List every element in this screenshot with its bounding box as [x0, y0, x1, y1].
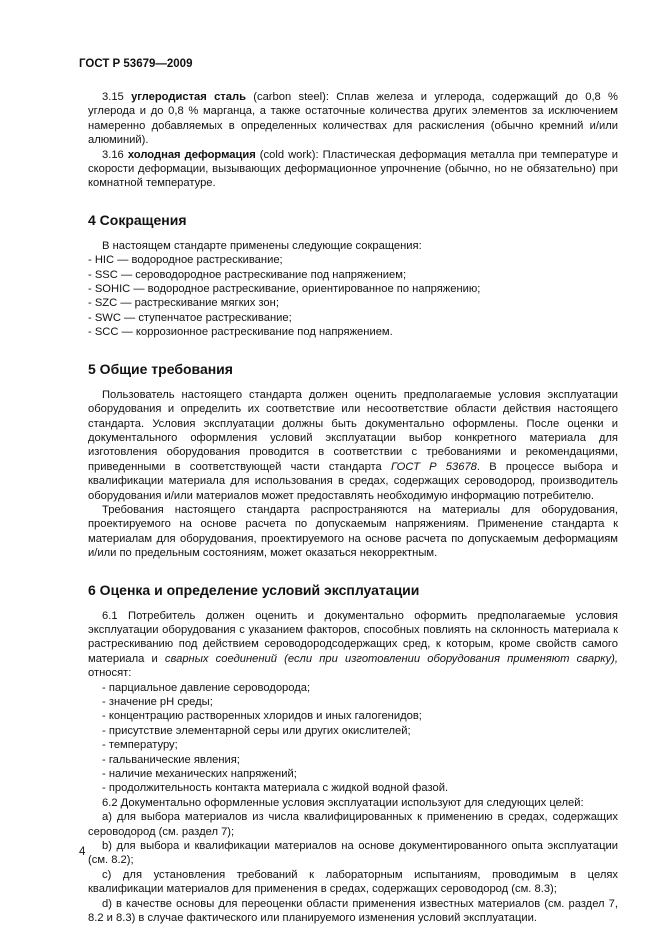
paragraph-text: 6.1 Потребитель должен оценить и документально оформить предполагаемые условия эксплуатации оборудования с указанием факторов, способных повлиять на склонность материала к растрескиванию под действием сероводородсодержащих сред, к которым, кроме свойств самого материала и: [88, 609, 618, 665]
factor-item: - присутствие элементарной серы или других окислителей;: [102, 724, 411, 737]
paragraph-text: Пользователь настоящего стандарта должен оценить предполагаемые условия эксплуатации оборудования и определить их соответствие или несоответствие области действия настоящего стандарта. Условия эксплуатации должны быть документально оформлены. После оценки и документального оформления условий эксплуатации выбор конкретного материала для изготовления оборудования проводится в соответствии с требованиями и рекомендациями, приведенными в соответствующей части стандарта: [88, 388, 618, 473]
section-5-paragraph-2: Требования настоящего стандарта распространяются на материалы для оборудования, проектируемого на основе расчета по допускаемым напряжениям. Применение стандарта к материалам для оборудования, проектируемого на основе расчета по допускаемым деформациям и/или по предельным состояниям, может оказаться некорректным.: [88, 503, 618, 560]
factor-item: - температуру;: [102, 739, 178, 752]
page-content: [88, 90, 618, 926]
abbreviation-item: - SOHIC — водородное растрескивание, ориентированное по напряжению;: [88, 283, 481, 296]
document-header: ГОСТ Р 53679—2009: [79, 58, 193, 70]
purpose-item: c) для установления требований к лабораторным испытаниям, проводимым в целях квалификации материалов для применения в средах, содержащих сероводород (см. 8.3);: [88, 868, 618, 896]
factor-item: - гальванические явления;: [102, 753, 240, 766]
abbreviation-item: - SZC — растрескивание мягких зон;: [88, 297, 279, 310]
term-name: холодная деформация: [127, 148, 256, 161]
page-number: 4: [79, 846, 86, 858]
abbreviation-item: - SCC — коррозионное растрескивание под напряжением.: [88, 326, 393, 339]
term-3-16: [88, 148, 618, 191]
section-4-heading: 4 Сокращения: [88, 211, 187, 228]
section-5-paragraph-1: [88, 388, 618, 503]
italic-text: сварных соединений (если при изготовлении оборудования применяют сварку),: [164, 652, 619, 665]
abbreviation-item: - SWC — ступенчатое растрескивание;: [88, 311, 292, 324]
abbreviation-item: - HIC — водородное растрескивание;: [88, 254, 283, 267]
term-number: 3.16: [102, 148, 124, 161]
purpose-item: d) в качестве основы для переоценки области применения известных материалов (см. раздел 7, 8.2 и 8.3) в случае фактического или планируемого изменения условий эксплуатации.: [88, 897, 618, 925]
factor-item: - продолжительность контакта материала с жидкой водной фазой.: [102, 782, 449, 795]
term-definition: : Пластическая деформация металла при температуре и скорости деформации, вызывающих деформационное упрочнение (обычно, но не обязательно) при комнатной температуре.: [88, 148, 619, 190]
paragraph-text: относят:: [88, 667, 132, 680]
factor-item: - концентрацию растворенных хлоридов и иных галогенидов;: [102, 710, 422, 723]
term-3-15: [88, 90, 618, 148]
section-5-heading: 5 Общие требования: [88, 360, 233, 377]
clause-6-1: [88, 609, 618, 681]
factor-item: - наличие механических напряжений;: [102, 768, 297, 781]
section-6-heading: 6 Оценка и определение условий эксплуатации: [88, 581, 420, 598]
factor-item: - парциальное давление сероводорода;: [102, 681, 311, 694]
term-english: (cold work): [259, 148, 316, 161]
purpose-item: a) для выбора материалов из числа квалифицированных к применению в средах, содержащих сероводород (см. раздел 7);: [88, 811, 618, 838]
abbreviation-item: - SSC — сероводородное растрескивание под напряжением;: [88, 268, 407, 281]
factor-item: - значение pH среды;: [102, 696, 213, 708]
term-english: (carbon steel): [253, 91, 326, 103]
standard-reference: ГОСТ Р 53678: [390, 460, 477, 473]
clause-6-2: 6.2 Документально оформленные условия эксплуатации используют для следующих целей:: [102, 796, 584, 809]
term-number: 3.15: [102, 91, 124, 103]
term-definition: : Сплав железа и углерода, содержащий до 0,8 % углерода и до 0,8 % марганца, а также остаточные количества других элементов за исключением намеренно добавляемых в определенных количествах для раскисления (обычно кремний и/или алюминий).: [88, 91, 619, 147]
term-name: углеродистая сталь: [131, 91, 246, 103]
paragraph-text: . В процессе выбора и квалификации материала для использования в средах, содержащих сероводород, производитель оборудования и/или материалов может предоставлять необходимую информацию потребителю.: [88, 460, 618, 502]
purpose-item: b) для выбора и квалификации материалов на основе документированного опыта эксплуатации (см. 8.2);: [88, 840, 618, 867]
section-4-intro: В настоящем стандарте применены следующие сокращения:: [102, 239, 422, 252]
